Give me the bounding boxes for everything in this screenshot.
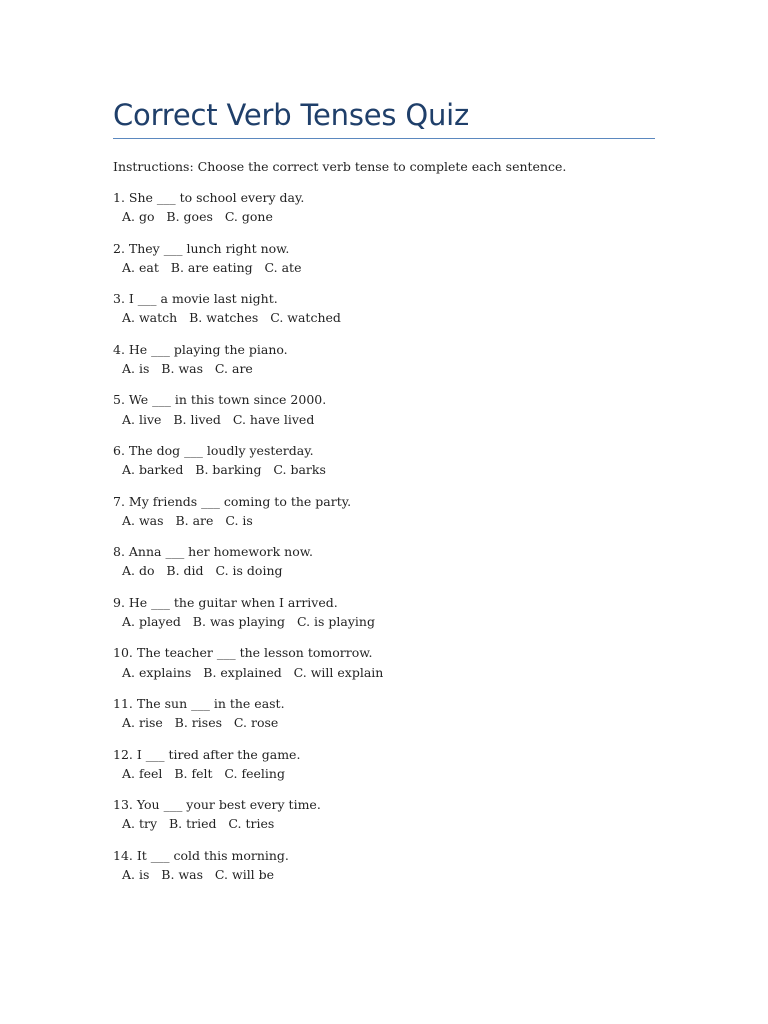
question-text: 13. You ___ your best every time. [113,797,321,813]
question-item [113,694,655,733]
question-options: A. live B. lived C. have lived [122,411,315,427]
question-text: 9. He ___ the guitar when I arrived. [113,594,338,610]
question-options: A. is B. was C. will be [122,867,275,883]
instructions-text: Instructions: Choose the correct verb tense to complete each sentence. [113,159,567,174]
question-item [113,188,655,227]
question-options: A. barked B. barking C. barks [122,462,326,478]
question-options: A. go B. goes C. gone [122,209,273,225]
question-text: 2. They ___ lunch right now. [113,240,290,256]
question-options: A. eat B. are eating C. ate [122,259,302,275]
question-item [113,492,655,531]
question-options: A. feel B. felt C. feeling [122,765,285,781]
question-options: A. do B. did C. is doing [122,563,283,579]
question-text: 8. Anna ___ her homework now. [113,544,313,560]
question-item [113,239,655,278]
question-text: 7. My friends ___ coming to the party. [113,493,352,509]
question-item [113,289,655,328]
question-text: 14. It ___ cold this morning. [113,847,289,863]
question-options: A. watch B. watches C. watched [122,310,341,326]
question-item [113,846,655,885]
question-item [113,441,655,480]
question-item [113,542,655,581]
question-item [113,643,655,682]
question-text: 1. She ___ to school every day. [113,190,305,205]
question-options: A. played B. was playing C. is playing [122,614,375,630]
question-text: 10. The teacher ___ the lesson tomorrow. [113,645,373,661]
question-options: A. explains B. explained C. will explain [122,664,384,680]
question-item [113,593,655,632]
question-text: 11. The sun ___ in the east. [113,695,285,711]
document-page [113,96,655,896]
question-options: A. try B. tried C. tries [122,816,275,832]
question-options: A. rise B. rises C. rose [122,715,279,731]
question-text: 5. We ___ in this town since 2000. [113,392,327,408]
page-title: Correct Verb Tenses Quiz [113,98,470,132]
title-divider [113,138,655,139]
question-text: 4. He ___ playing the piano. [113,341,288,357]
question-item [113,340,655,379]
question-text: 3. I ___ a movie last night. [113,291,278,307]
question-item [113,745,655,784]
question-item [113,390,655,429]
question-options: A. is B. was C. are [122,361,253,377]
question-options: A. was B. are C. is [122,512,253,528]
question-item [113,795,655,834]
question-text: 6. The dog ___ loudly yesterday. [113,442,314,458]
question-text: 12. I ___ tired after the game. [113,746,301,762]
